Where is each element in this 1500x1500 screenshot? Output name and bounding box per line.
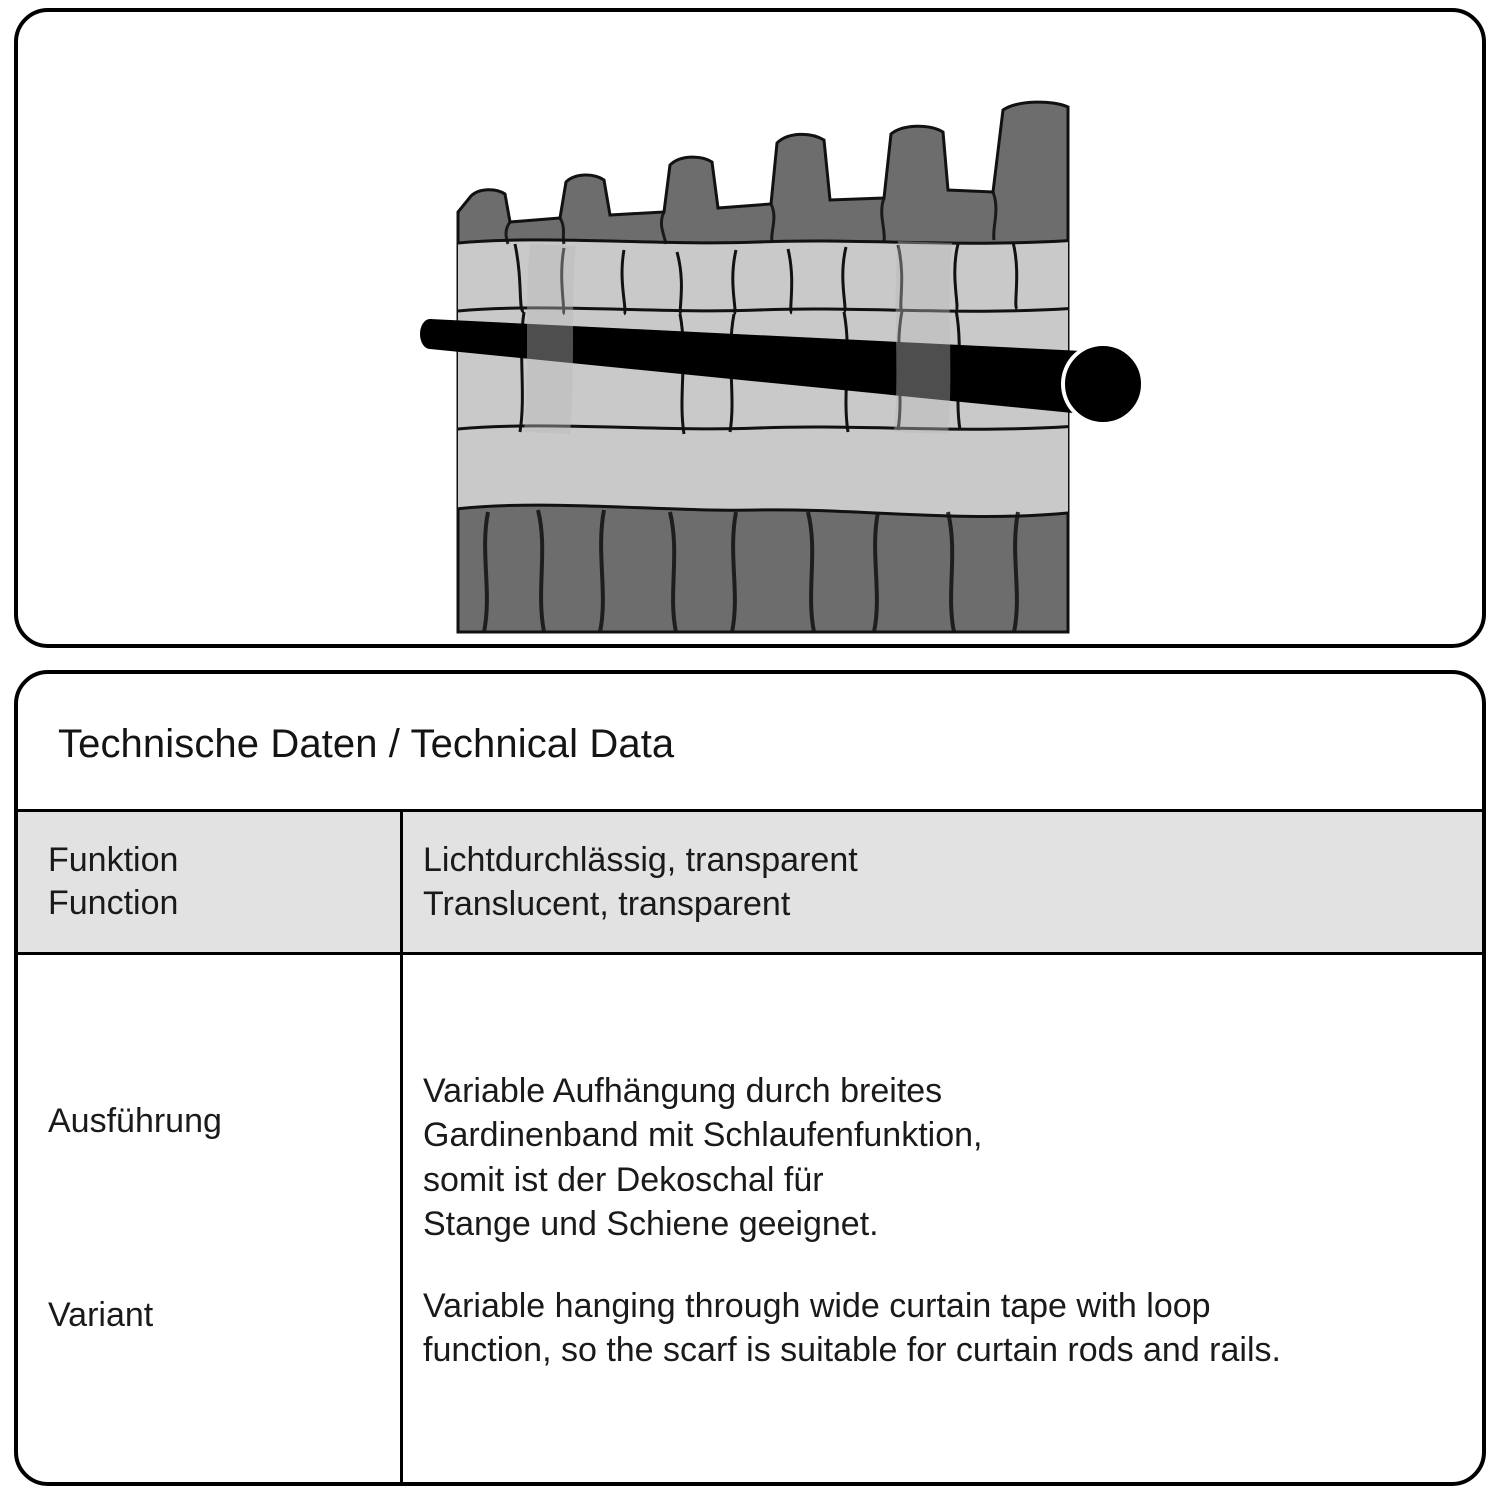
row-value-en-line: function, so the scarf is suitable for curtain rods and rails. <box>423 1331 1281 1370</box>
row-value-de-line: Gardinenband mit Schlaufenfunktion, <box>423 1116 983 1155</box>
row-value-variant <box>403 955 1482 1482</box>
row-value-de-line: Lichtdurchlässig, transparent <box>423 841 858 879</box>
illustration-panel <box>14 8 1486 648</box>
row-value-de-line: Stange und Schiene geeignet. <box>423 1204 879 1243</box>
curtain-on-rod-illustration <box>18 12 1486 644</box>
row-value-de-line: somit ist der Dekoschal für <box>423 1160 824 1199</box>
row-label-en: Function <box>48 884 179 923</box>
row-value-en-line: Variable hanging through wide curtain tape with loop <box>423 1286 1211 1325</box>
row-value-de-line: Variable Aufhängung durch breites <box>423 1072 943 1111</box>
row-value-function <box>403 812 1482 952</box>
value-spacer <box>423 1246 1456 1284</box>
row-label-function <box>18 812 403 952</box>
technical-data-title: Technische Daten / Technical Data <box>58 722 675 766</box>
row-label-variant <box>18 955 403 1482</box>
table-row <box>18 812 1482 955</box>
technical-data-table <box>18 809 1482 1482</box>
row-label-de: Ausführung <box>48 1102 222 1141</box>
technical-data-panel <box>14 670 1486 1486</box>
table-row <box>18 955 1482 1482</box>
row-label-de: Funktion <box>48 840 179 879</box>
row-value-en-line: Translucent, transparent <box>423 885 791 924</box>
label-spacer <box>48 1144 400 1294</box>
row-label-en: Variant <box>48 1295 154 1334</box>
